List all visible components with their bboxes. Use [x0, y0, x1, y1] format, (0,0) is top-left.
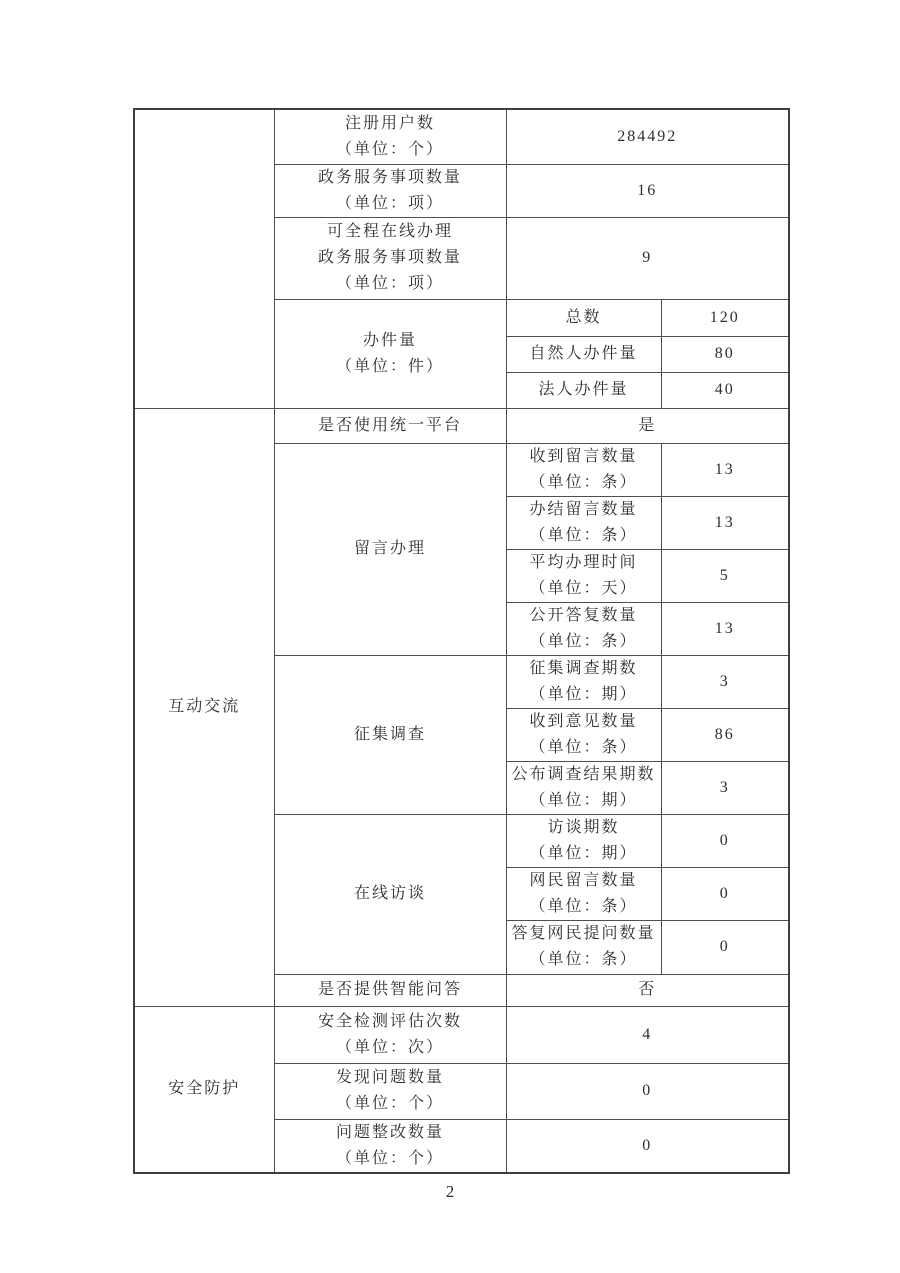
problems-found-value: 0	[506, 1063, 789, 1119]
smart-qa-value: 否	[506, 974, 789, 1006]
online-items-label-line3: （单位：项）	[335, 275, 444, 292]
cases-legal-label: 法人办件量	[506, 372, 661, 408]
messages-completed-label-line1: 办结留言数量	[529, 500, 638, 518]
cases-natural-value: 80	[661, 336, 789, 372]
interviews-label: 在线访谈	[274, 814, 506, 974]
problems-found-label-line2: （单位：个）	[335, 1095, 444, 1112]
cases-total-value: 120	[661, 299, 789, 336]
messages-completed-label-line2: （单位：条）	[529, 526, 638, 544]
online-items-value: 9	[506, 217, 789, 299]
survey-opinions-value: 86	[661, 708, 789, 761]
unified-platform-label: 是否使用统一平台	[274, 408, 506, 443]
netizen-replies-value: 0	[661, 920, 789, 974]
service-items-label-line2: （单位：项）	[335, 194, 444, 212]
problems-found-label-line1: 发现问题数量	[335, 1069, 444, 1086]
cases-legal-value: 40	[661, 372, 789, 408]
registered-users-label-line2: （单位：个）	[335, 140, 444, 158]
registered-users-value: 284492	[506, 109, 789, 164]
service-items-label-line1: 政务服务事项数量	[317, 168, 462, 186]
avg-handle-time-value: 5	[661, 549, 789, 602]
survey-opinions-label	[506, 708, 661, 761]
cases-natural-label: 自然人办件量	[506, 336, 661, 372]
avg-handle-time-label	[506, 549, 661, 602]
group-cell-interaction: 互动交流	[134, 408, 274, 1006]
messages-completed-label	[506, 496, 661, 549]
messages-received-label-line1: 收到留言数量	[529, 447, 638, 465]
interview-periods-label-line1: 访谈期数	[547, 818, 620, 836]
messages-completed-value: 13	[661, 496, 789, 549]
online-items-label	[274, 217, 506, 299]
messages-received-label	[506, 443, 661, 496]
netizen-messages-label-line1: 网民留言数量	[529, 871, 638, 889]
messages-received-label-line2: （单位：条）	[529, 473, 638, 491]
security-checks-label-line1: 安全检测评估次数	[317, 1012, 462, 1030]
report-table	[133, 108, 790, 1174]
survey-periods-label-line1: 征集调查期数	[529, 659, 638, 677]
interview-periods-label-line2: （单位：期）	[529, 844, 638, 862]
security-checks-label	[274, 1006, 506, 1063]
interview-periods-label	[506, 814, 661, 867]
interview-periods-value: 0	[661, 814, 789, 867]
registered-users-label	[274, 109, 506, 164]
problems-fixed-label	[274, 1119, 506, 1173]
survey-opinions-label-line2: （单位：条）	[529, 738, 638, 756]
survey-periods-label	[506, 655, 661, 708]
page-number: 2	[445, 1182, 455, 1201]
group-cell-security: 安全防护	[134, 1006, 274, 1173]
survey-results-label-line1: 公布调查结果期数	[511, 765, 656, 783]
unified-platform-value: 是	[506, 408, 789, 443]
survey-periods-label-line2: （单位：期）	[529, 685, 638, 703]
problems-fixed-label-line2: （单位：个）	[335, 1149, 444, 1167]
online-items-label-line2: 政务服务事项数量	[317, 249, 462, 266]
survey-periods-value: 3	[661, 655, 789, 708]
cases-label-line1: 办件量	[362, 331, 417, 349]
avg-handle-time-label-line2: （单位：天）	[529, 579, 638, 597]
cases-label-line2: （单位：件）	[335, 357, 444, 375]
survey-opinions-label-line1: 收到意见数量	[529, 712, 638, 730]
netizen-replies-label-line2: （单位：条）	[529, 951, 638, 968]
survey-results-label	[506, 761, 661, 814]
netizen-messages-label	[506, 867, 661, 920]
surveys-label: 征集调查	[274, 655, 506, 814]
registered-users-label-line1: 注册用户数	[344, 114, 435, 132]
netizen-messages-label-line2: （单位：条）	[529, 897, 638, 915]
problems-fixed-label-line1: 问题整改数量	[335, 1123, 444, 1141]
smart-qa-label: 是否提供智能问答	[274, 974, 506, 1006]
messages-received-value: 13	[661, 443, 789, 496]
survey-results-value: 3	[661, 761, 789, 814]
avg-handle-time-label-line1: 平均办理时间	[529, 553, 638, 571]
netizen-replies-label	[506, 920, 661, 974]
service-items-label	[274, 164, 506, 217]
netizen-messages-value: 0	[661, 867, 789, 920]
public-replies-label-line1: 公开答复数量	[529, 606, 638, 624]
problems-found-label	[274, 1063, 506, 1119]
cases-total-label: 总数	[506, 299, 661, 336]
problems-fixed-value: 0	[506, 1119, 789, 1173]
public-replies-label	[506, 602, 661, 655]
online-items-label-line1: 可全程在线办理	[326, 223, 453, 240]
message-handling-label: 留言办理	[274, 443, 506, 655]
netizen-replies-label-line1: 答复网民提问数量	[511, 925, 656, 942]
public-replies-value: 13	[661, 602, 789, 655]
security-checks-label-line2: （单位：次）	[335, 1038, 444, 1056]
survey-results-label-line2: （单位：期）	[529, 791, 638, 809]
group-cell-blank	[134, 109, 274, 408]
cases-label	[274, 299, 506, 408]
service-items-value: 16	[506, 164, 789, 217]
public-replies-label-line2: （单位：条）	[529, 632, 638, 650]
security-checks-value: 4	[506, 1006, 789, 1063]
